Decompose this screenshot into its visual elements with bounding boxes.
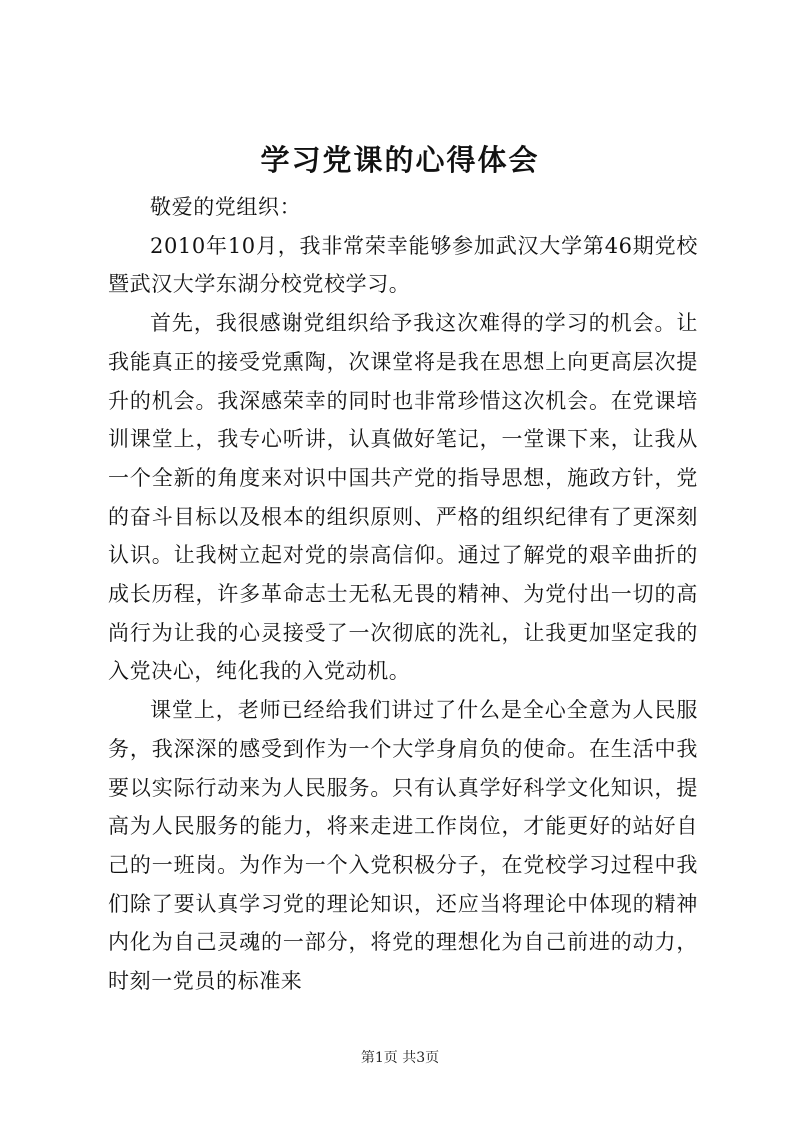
paragraph-2: 首先，我很感谢党组织给予我这次难得的学习的机会。让我能真正的接受党熏陶，次课堂将是我在思想上向更高层次提升的机会。我深感荣幸的同时也非常珍惜这次机会。在党课培训课堂上，我专心听讲，认真做好笔记，一堂课下来，让我从一个全新的角度来对识中国共产党的指导思想，施政方针，党的奋斗目标以及根本的组织原则、严格的组织纪律有了更深刻认识。让我树立起对党的崇高信仰。通过了解党的艰辛曲折的成长历程，许多革命志士无私无畏的精神、为党付出一切的高尚行为让我的心灵接受了一次彻底的洗礼，让我更加坚定我的入党决心，纯化我的入党动机。: [108, 311, 698, 684]
document-body: [108, 188, 698, 1001]
salutation: 敬爱的党组织：: [150, 195, 302, 219]
paragraph-3: 课堂上，老师已经给我们讲过了什么是全心全意为人民服务，我深深的感受到作为一个大学身肩负的使命。在生活中我要以实际行动来为人民服务。只有认真学好科学文化知识，提高为人民服务的能力，将来走进工作岗位，才能更好的站好自己的一班岗。为作为一个入党积极分子，在党校学习过程中我们除了要认真学习党的理论知识，还应当将理论中体现的精神内化为自己灵魂的一部分，将党的理想化为自己前进的动力，时刻一党员的标准来: [108, 698, 698, 994]
page-number-footer: 第1页 共3页: [360, 1050, 440, 1066]
paragraph-1: 2010年10月，我非常荣幸能够参加武汉大学第46期党校暨武汉大学东湖分校党校学习。: [108, 233, 698, 297]
document-title: 学习党课的心得体会: [260, 143, 540, 177]
